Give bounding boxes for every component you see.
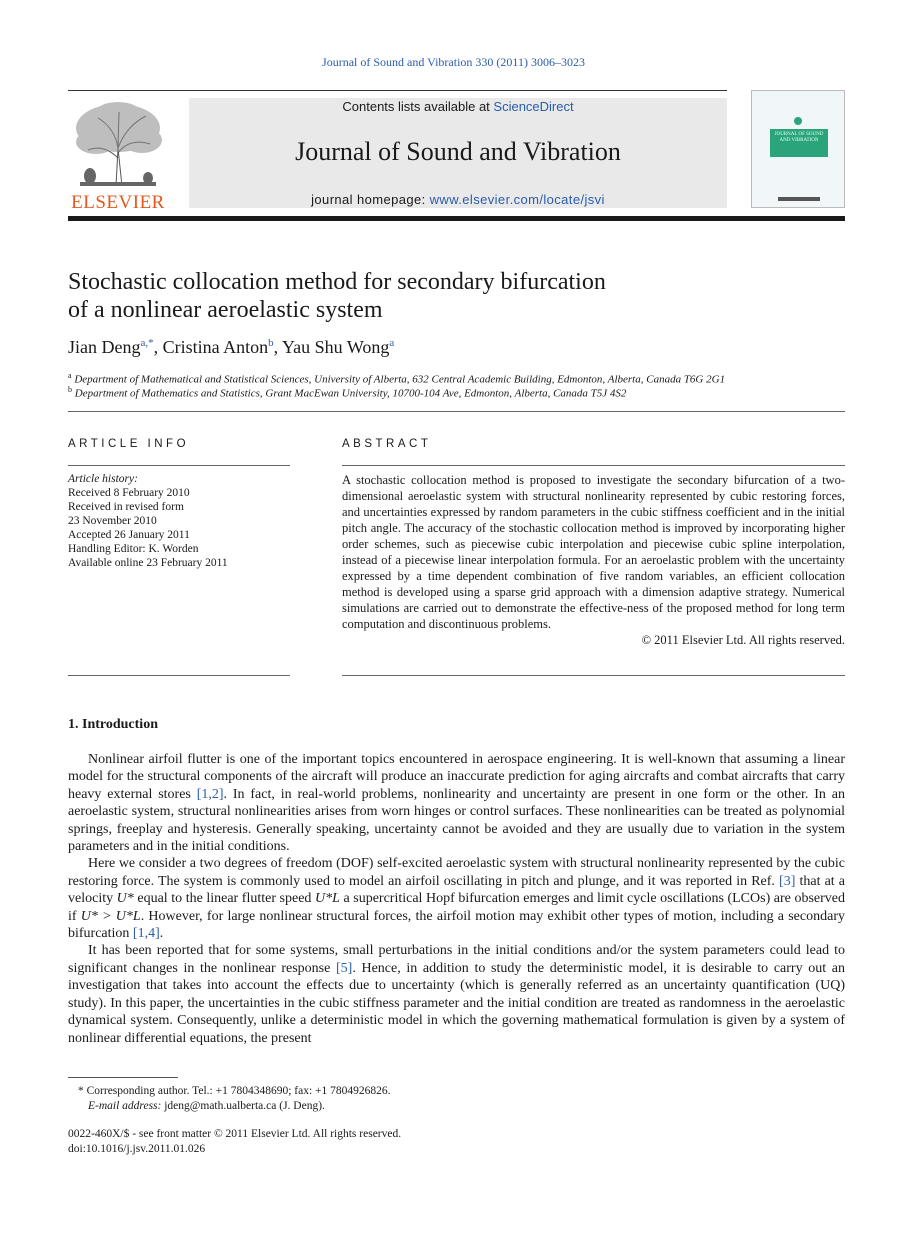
author-separator: , (153, 337, 163, 357)
paragraph (68, 751, 845, 855)
article-history (68, 472, 290, 570)
front-matter-info (68, 1127, 401, 1156)
affiliation (68, 371, 725, 386)
math-symbol: U*L (315, 891, 340, 907)
author-list (68, 337, 394, 358)
abstract-bottom-rule (342, 675, 845, 676)
masthead-rule (68, 216, 845, 221)
author-name: Cristina Anton (162, 337, 269, 357)
abstract-heading: ABSTRACT (342, 438, 432, 450)
paragraph (68, 942, 845, 1046)
text-run: Here we consider a two degrees of freedom (DOF) self-excited aeroelastic system with structural nonlinearity represented by the cubic restoring force. The system is commonly used to model an airfoil oscillating in pitch and plunge, and it was reported in Ref. (68, 856, 845, 889)
text-run: . In fact, in real-world problems, nonlinearity and uncertainty are present in one form or the other. In an aeroelastic system, structural nonlinearities arises from worn hinges or control surfaces. These nonlinearities can be treated as polynomial springs, freeplay and hysteresis. Generally speaking, uncertainty cannot be avoided and they are usually due to variation in the system parameters and in the initial conditions. (68, 786, 845, 855)
email-address: jdeng@math.ualberta.ca (J. Deng). (161, 1099, 325, 1112)
header-rule (68, 90, 727, 91)
text-run: . Hence, in addition to study the deterministic model, it is desirable to carry out an investigation that takes into account the effects due to uncertainty (which is generally referred as an uncertainty quantification (UQ) study). In this paper, the uncertainties in the cubic stiffness parameter and the initial condition are treated as randomness in the aeroelastic dynamical system. Consequently, unlike a deterministic model in which the governing mathematical formulation is given by a system of nonlinear differential equations, the present (68, 960, 845, 1046)
history-item: Accepted 26 January 2011 (68, 529, 190, 541)
article-title (68, 268, 845, 324)
article-info-bottom-rule (68, 675, 290, 676)
text-run: . However, for large nonlinear structural forces, the airfoil motion may exhibit other types of motion, including a secondary bifurcation (68, 908, 845, 942)
email-note (68, 1099, 391, 1114)
article-info-rule (68, 465, 290, 466)
doi-line: doi:10.1016/j.jsv.2011.01.026 (68, 1142, 206, 1155)
running-head[interactable]: Journal of Sound and Vibration 330 (2011) 3006–3023 (322, 55, 585, 69)
affiliation-text: Department of Mathematical and Statistical Sciences, University of Alberta, 632 Central Academic Building, Edmonton, Alberta, Canada T6G 2G1 (74, 373, 726, 386)
history-item: 23 November 2010 (68, 515, 157, 527)
author-affiliation-mark[interactable]: b (268, 337, 274, 349)
journal-title: Journal of Sound and Vibration (295, 137, 621, 166)
homepage-link[interactable]: www.elsevier.com/locate/jsvi (429, 192, 605, 207)
email-label: E-mail address: (88, 1099, 162, 1112)
citation-link[interactable]: [1,4] (132, 926, 160, 942)
publisher-name: ELSEVIER (71, 192, 165, 213)
article-title-line-1: Stochastic collocation method for secondary bifurcation (68, 269, 606, 295)
cover-emblem-icon (794, 117, 802, 125)
contents-line (189, 99, 727, 114)
article-info-heading: ARTICLE INFO (68, 438, 190, 450)
author-affiliation-mark[interactable]: a,* (140, 337, 154, 349)
history-item: Handling Editor: K. Worden (68, 543, 199, 555)
citation-link[interactable]: [5] (335, 960, 353, 976)
issn-line: 0022-460X/$ - see front matter © 2011 Elsevier Ltd. All rights reserved. (68, 1128, 402, 1140)
abstract-copyright: © 2011 Elsevier Ltd. All rights reserved. (641, 633, 845, 647)
footnote-rule (68, 1077, 178, 1078)
affiliation (68, 385, 626, 400)
author-name: Yau Shu Wong (281, 337, 390, 357)
math-symbol: U* > U*L (80, 908, 141, 924)
sciencedirect-link[interactable]: ScienceDirect (493, 99, 574, 114)
abstract-rule (342, 465, 845, 466)
section-heading-introduction: 1. Introduction (68, 717, 158, 732)
cover-publisher-mark (778, 197, 820, 201)
history-item: Available online 23 February 2011 (68, 557, 228, 569)
text-run: that at a velocity (68, 873, 845, 907)
corresponding-author-note: * Corresponding author. Tel.: +1 7804348690; fax: +1 7804926826. (78, 1085, 391, 1097)
affiliation-rule (68, 411, 845, 412)
affiliation-mark: b (68, 385, 72, 394)
author-affiliation-mark[interactable]: a (389, 337, 395, 349)
text-run: . (159, 926, 164, 942)
paragraph (68, 855, 845, 942)
text-run: a supercritical Hopf bifurcation emerges and limit cycle oscillations (LCOs) are observed if (68, 891, 845, 924)
text-run: Nonlinear airfoil flutter is one of the important topics encountered in aerospace engineering. It is well-known that assuming a linear model for the structural components of the aircraft will produce an inaccurate prediction for aging aircrafts and combat aircrafts that carry heavy external stores (68, 752, 845, 802)
citation-link[interactable]: [1,2] (196, 786, 224, 802)
introduction-body (68, 751, 845, 1047)
contents-prefix: Contents lists available at (342, 99, 494, 114)
journal-homepage (189, 192, 727, 207)
history-item: Received 8 February 2010 (68, 487, 190, 499)
article-title-line-2: of a nonlinear aeroelastic system (68, 297, 383, 323)
author-name: Jian Deng (68, 337, 141, 357)
citation-link[interactable]: [3] (779, 873, 796, 889)
text-run: It has been reported that for some systems, small perturbations in the initial conditions and/or the system parameters could lead to significant changes in the nonlinear response (68, 943, 845, 976)
author-separator: , (273, 337, 282, 357)
footnotes (68, 1084, 391, 1113)
math-symbol: U* (116, 891, 134, 907)
abstract-body (342, 472, 845, 648)
abstract-text: A stochastic collocation method is proposed to investigate the secondary bifurcation of a two-dimensional aeroelastic system with structural nonlinearity represented by cubic restoring forces, and uncertainties expressed by random parameters in the cubic stiffness coefficient and in the initial pitch angle. The accuracy of the stochastic collocation method is improved by incorporating higher order schemes, such as piecewise cubic interpolation and piecewise cubic spline interpolation, instead of a piecewise linear interpolation formula. For an aeroelastic problem with the uncertainty expressed by a time dependent combination of five random variables, an efficient collocation method is developed using a sparse grid approach with a dimension adaptive strategy. Numerical simulations are carried out to demonstrate the effective-ness of the proposed method for long term computation and discontinuous problems. (342, 473, 845, 631)
history-item: Received in revised form (68, 501, 184, 513)
history-label: Article history: (68, 473, 138, 485)
homepage-prefix: journal homepage: (311, 192, 430, 207)
cover-title: JOURNAL OF SOUND AND VIBRATION (770, 129, 828, 157)
journal-cover-thumbnail (751, 90, 845, 208)
text-run: equal to the linear flutter speed (133, 891, 315, 907)
affiliation-text: Department of Mathematics and Statistics, Grant MacEwan University, 10700-104 Ave, Edmonton, Alberta, Canada T5J 4S2 (74, 387, 627, 400)
affiliation-mark: a (68, 371, 72, 380)
